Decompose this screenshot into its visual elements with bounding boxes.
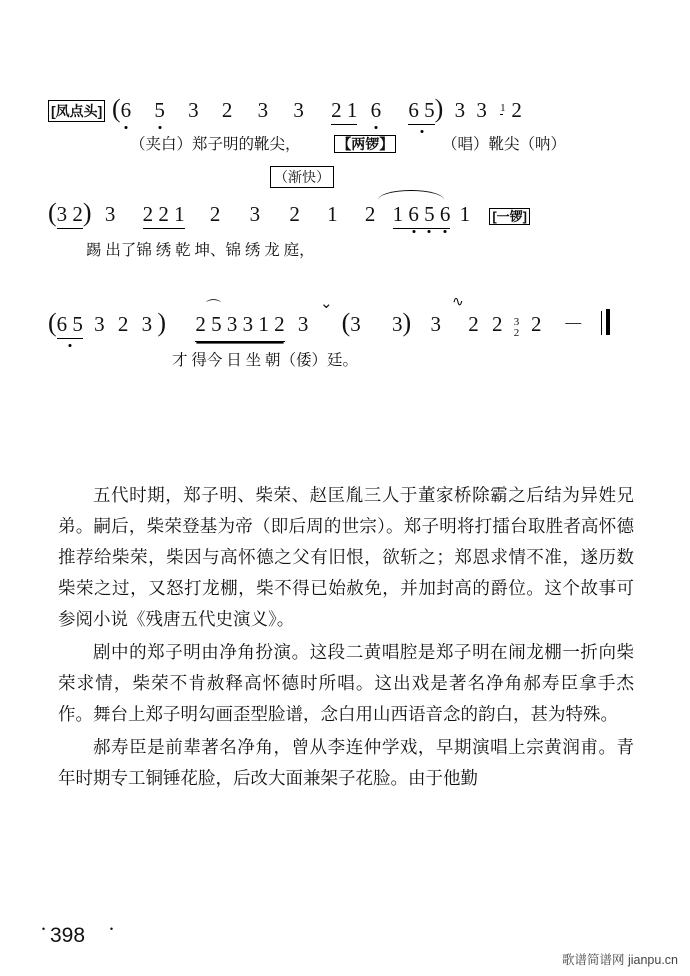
note-beamed: 6 5: [408, 97, 434, 125]
tempo-marking: （渐快）: [270, 166, 334, 188]
note: 2: [209, 202, 221, 226]
note: 6: [370, 98, 382, 122]
note-beamed: 2 5 3 3 1 2: [195, 311, 284, 342]
note-beamed: 3 2: [57, 201, 83, 229]
sustain-dash: －: [562, 312, 584, 336]
line3-lyrics: [172, 348, 358, 370]
note-beamed: 2 1: [331, 97, 357, 125]
paren-close: ): [82, 198, 92, 227]
paren-close: ): [402, 308, 412, 337]
ornament-mark: ⌒: [206, 300, 222, 316]
slur: [378, 190, 444, 200]
line1-lyrics: [130, 132, 566, 154]
note-beamed: 2 2 1: [143, 201, 185, 229]
note: 3: [293, 98, 304, 122]
note: 3: [392, 312, 403, 336]
note: 2: [221, 98, 233, 122]
paren-open: (: [48, 308, 57, 337]
note: 3: [454, 98, 466, 122]
ornament-mark-3: ∿: [452, 295, 464, 310]
note: 3: [188, 98, 199, 122]
note: 2: [364, 202, 376, 226]
lyric-sung-mark: （唱）: [442, 136, 489, 153]
note: 6: [120, 98, 132, 122]
note: 3: [257, 98, 269, 122]
prose-body: [58, 480, 634, 796]
percussion-mark-2: [一锣]: [489, 208, 530, 225]
paren-close: ): [434, 94, 444, 123]
paragraph-2: 剧中的郑子明由净角扮演。这段二黄唱腔是郑子明在闹龙棚一折向柴荣求情，柴荣不肯赦释高怀德时所唱。这出戏是著名净角郝寿臣拿手杰作。舞台上郑子明勾画歪型脸谱，念白用山西语音念的韵白，甚为特殊。: [58, 642, 634, 724]
lyric-text: 才 得今 日 坐 朝（倭）廷。: [172, 352, 359, 369]
music-notation: [0, 70, 690, 382]
lyric-sung-text: 靴尖（呐）: [488, 136, 567, 153]
staff-line-1: [0, 70, 690, 162]
page-number: 398: [50, 924, 86, 947]
line1-notes: (6 5 3 2 3 3 2 1 6 6 5) 3 3 1 2: [112, 94, 522, 125]
note: 3: [94, 312, 105, 336]
line3-notes: (6 5 3 2 3 ) 2 5 3 3 1 2 3 (3 3) 3 2 2 3 2 2 －: [48, 308, 610, 342]
paragraph-3: 郝寿臣是前辈著名净角，曾从李连仲学戏，早期演唱上宗黄润甫。青年时期专工铜锤花脸，后改大面兼架子花脸。由于他勤: [58, 737, 634, 788]
lyric-spoken-mark: （夹白）: [130, 136, 193, 153]
note: 3: [104, 202, 116, 226]
paren-open: (: [341, 308, 351, 337]
note: 3: [249, 202, 261, 226]
note: 3: [350, 312, 361, 336]
paren-open: (: [48, 198, 57, 227]
line2-notes: [48, 198, 530, 229]
note: 3: [297, 312, 309, 336]
note: 2: [530, 312, 542, 336]
line2-lyrics: [86, 238, 315, 260]
note: 3: [476, 98, 487, 122]
percussion-mark: 【两锣】: [334, 135, 396, 153]
note: 1: [327, 202, 338, 226]
thin-barline: [601, 311, 603, 335]
note: 2: [289, 202, 300, 226]
watermark: 歌谱简谱网 jianpu.cn: [561, 953, 678, 967]
line1-label: [凤点头]: [48, 100, 105, 122]
paren-close: ): [157, 308, 167, 337]
note: 2: [117, 312, 129, 336]
note: 5: [154, 98, 165, 122]
lyric-text: 踢 出了锦 绣 乾 坤、锦 绣 龙 庭，: [86, 242, 315, 259]
page-decoration: ·: [40, 917, 47, 941]
staff-line-2: [0, 162, 690, 272]
lyric-spoken-text: 郑子明的靴尖，: [192, 136, 301, 153]
note: 3: [141, 312, 153, 336]
paragraph-1: 五代时期，郑子明、柴荣、赵匡胤三人于董家桥除霸之后结为异姓兄弟。嗣后，柴荣登基为帝（即后周的世宗）。郑子明将打擂台取胜者高怀德推荐给柴荣，柴因与高怀德之父有旧恨，欲斩之；郑恩求情不准，遂历数柴荣之过，又怒打龙棚，柴不得已始赦免，并加封高的爵位。这个故事可参阅小说《残唐五代史演义》。: [58, 485, 634, 629]
ornament-mark-2: ⌄: [320, 296, 333, 312]
note-beamed: 1 6 5 6: [393, 201, 451, 229]
staff-line-3: [0, 272, 690, 382]
note: 3: [430, 312, 441, 336]
note: 2: [491, 312, 503, 336]
note: 1: [459, 202, 471, 226]
final-barline: [606, 309, 610, 335]
note: 2: [468, 312, 479, 336]
paren-open: (: [112, 94, 121, 123]
page-decoration-right: ·: [108, 917, 115, 941]
note-beamed: 6 5: [57, 311, 83, 339]
note: 2: [511, 98, 522, 122]
